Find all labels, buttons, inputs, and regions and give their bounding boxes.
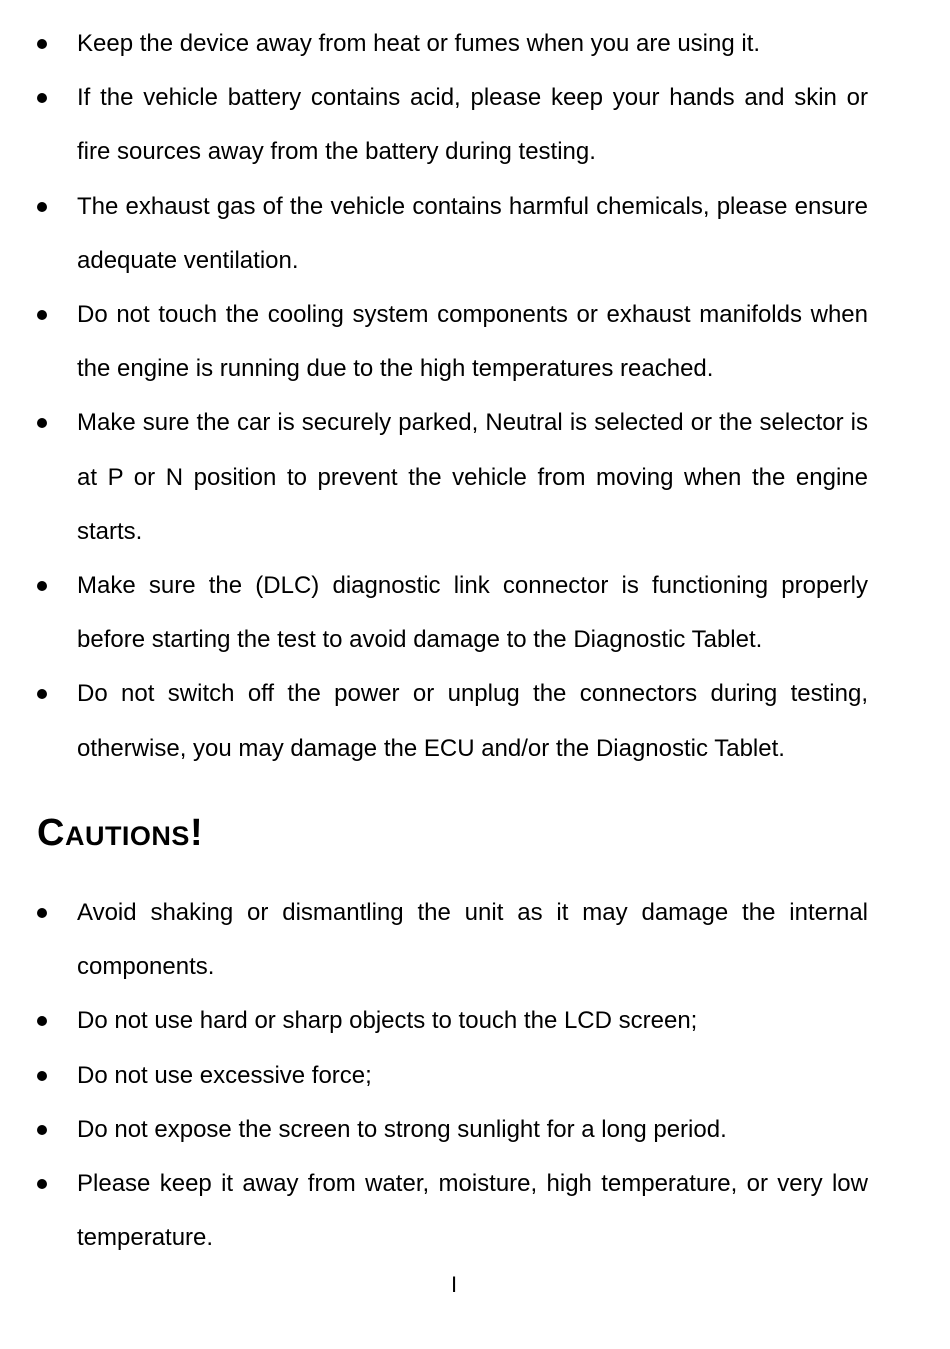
list-item — [0, 994, 950, 1048]
list-item — [0, 559, 950, 667]
list-item — [0, 1103, 950, 1157]
list-item — [0, 17, 950, 71]
bullet-icon — [37, 581, 47, 591]
list-item-text: Make sure the (DLC) diagnostic link connector is functioning properly before starting the test to avoid damage to the Diagnostic Tablet. — [77, 572, 868, 654]
bullet-icon — [37, 418, 47, 428]
list-item-text: Do not touch the cooling system components or exhaust manifolds when the engine is running due to the high temperatures reached. — [77, 301, 868, 383]
warnings-list — [0, 17, 950, 776]
list-item-text: Do not use excessive force; — [77, 1061, 372, 1089]
bullet-icon — [37, 202, 47, 212]
list-item-text: Do not switch off the power or unplug the connectors during testing, otherwise, you may damage the ECU and/or the Diagnostic Tablet. — [77, 680, 868, 762]
cautions-list — [0, 886, 950, 1265]
list-item-text: Do not use hard or sharp objects to touch the LCD screen; — [77, 1007, 698, 1035]
list-item-text: Make sure the car is securely parked, Neutral is selected or the selector is at P or N position to prevent the vehicle from moving when the engine starts. — [77, 409, 868, 545]
bullet-icon — [37, 1016, 47, 1026]
bullet-icon — [37, 93, 47, 103]
list-item — [0, 1157, 950, 1265]
list-item — [0, 288, 950, 396]
list-item-text: Do not expose the screen to strong sunlight for a long period. — [77, 1115, 727, 1143]
list-item-text: If the vehicle battery contains acid, please keep your hands and skin or fire sources away from the battery during testing. — [77, 84, 868, 166]
list-item — [0, 667, 950, 775]
cautions-heading: Cautions! — [37, 812, 204, 854]
bullet-icon — [37, 1125, 47, 1135]
list-item-text: Avoid shaking or dismantling the unit as it may damage the internal components. — [77, 899, 868, 981]
page-number: I — [450, 1272, 458, 1297]
bullet-icon — [37, 689, 47, 699]
bullet-icon — [37, 1071, 47, 1081]
bullet-icon — [37, 1179, 47, 1189]
list-item — [0, 886, 950, 994]
list-item-text: Keep the device away from heat or fumes when you are using it. — [77, 30, 761, 57]
list-item — [0, 180, 950, 288]
bullet-icon — [37, 39, 47, 49]
list-item — [0, 71, 950, 179]
bullet-icon — [37, 908, 47, 918]
list-item-text: Please keep it away from water, moisture, high temperature, or very low temperature. — [77, 1170, 868, 1252]
bullet-icon — [37, 310, 47, 320]
list-item — [0, 1049, 950, 1103]
list-item-text: The exhaust gas of the vehicle contains harmful chemicals, please ensure adequate ventilation. — [77, 192, 868, 274]
list-item — [0, 396, 950, 559]
